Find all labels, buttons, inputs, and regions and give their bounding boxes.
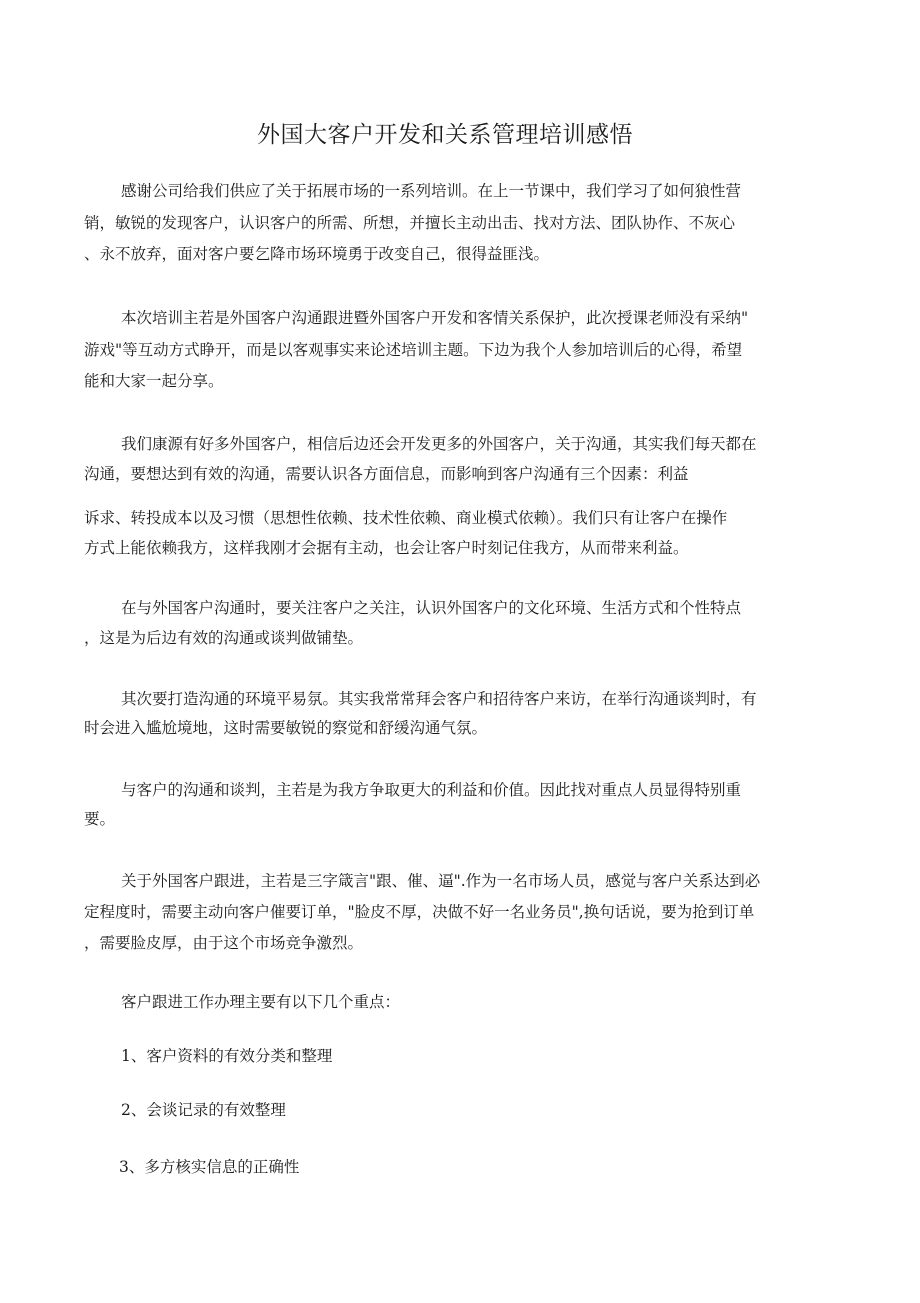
paragraph-7-line-2: 定程度时，需要主动向客户催要订单，"脸皮不厚，决做不好一名业务员",换句话说，要为抢到订单	[84, 903, 755, 921]
list-item-3: 3、多方核实信息的正确性	[119, 1158, 300, 1176]
paragraph-4-line-1: 在与外国客户沟通时，要关注客户之关注，认识外国客户的文化环境、生活方式和个性特点	[121, 599, 742, 617]
paragraph-7-line-1: 关于外国客户跟进，主若是三字箴言"跟、催、逼".作为一名市场人员，感觉与客户关系达到必	[121, 872, 761, 890]
paragraph-3-line-4: 方式上能依赖我方，这样我刚才会据有主动，也会让客户时刻记住我方，从而带来利益。	[84, 539, 689, 557]
paragraph-4-line-2: ，这是为后边有效的沟通或谈判做铺垫。	[84, 629, 364, 647]
paragraph-3-line-2: 沟通，要想达到有效的沟通，需要认识各方面信息，而影响到客户沟通有三个因素：利益	[84, 465, 689, 483]
paragraph-6-line-2: 要。	[84, 810, 116, 828]
paragraph-1-line-3: 、永不放弃，面对客户要乞降市场环境勇于改变自己，很得益匪浅。	[84, 245, 550, 263]
paragraph-2-line-2: 游戏"等互动方式睁开，而是以客观事实来论述培训主题。下边为我个人参加培训后的心得，希望	[84, 341, 743, 359]
paragraph-1-line-2: 销，敏锐的发现客户，认识客户的所需、所想，并擅长主动出击、找对方法、团队协作、不灰心	[84, 214, 736, 232]
paragraph-7-line-3: ，需要脸皮厚，由于这个市场竞争激烈。	[84, 934, 364, 952]
paragraph-2-line-1: 本次培训主若是外国客户沟通跟进暨外国客户开发和客情关系保护，此次授课老师没有采纳"	[121, 309, 749, 327]
paragraph-3-line-3: 诉求、转投成本以及习惯（思想性依赖、技术性依赖、商业模式依赖）。我们只有让客户在操作	[84, 509, 728, 527]
document-title: 外国大客户开发和关系管理培训感悟	[257, 122, 633, 148]
paragraph-3-line-1: 我们康源有好多外国客户，相信后边还会开发更多的外国客户，关于沟通，其实我们每天都在	[121, 435, 757, 453]
paragraph-6-line-1: 与客户的沟通和谈判，主若是为我方争取更大的利益和价值。因此找对重点人员显得特别重	[121, 781, 742, 799]
paragraph-8-line-1: 客户跟进工作办理主要有以下几个重点：	[121, 993, 401, 1011]
list-item-2: 2、会谈记录的有效整理	[121, 1101, 286, 1119]
list-item-1: 1、客户资料的有效分类和整理	[121, 1047, 333, 1065]
paragraph-1-line-1: 感谢公司给我们供应了关于拓展市场的一系列培训。在上一节课中，我们学习了如何狼性营	[121, 182, 742, 200]
paragraph-5-line-2: 时会进入尴尬境地，这时需要敏锐的察觉和舒缓沟通气氛。	[84, 719, 488, 737]
paragraph-2-line-3: 能和大家一起分享。	[84, 372, 224, 390]
paragraph-5-line-1: 其次要打造沟通的环境平易氛。其实我常常拜会客户和招待客户来访，在举行沟通谈判时，有	[121, 690, 757, 708]
